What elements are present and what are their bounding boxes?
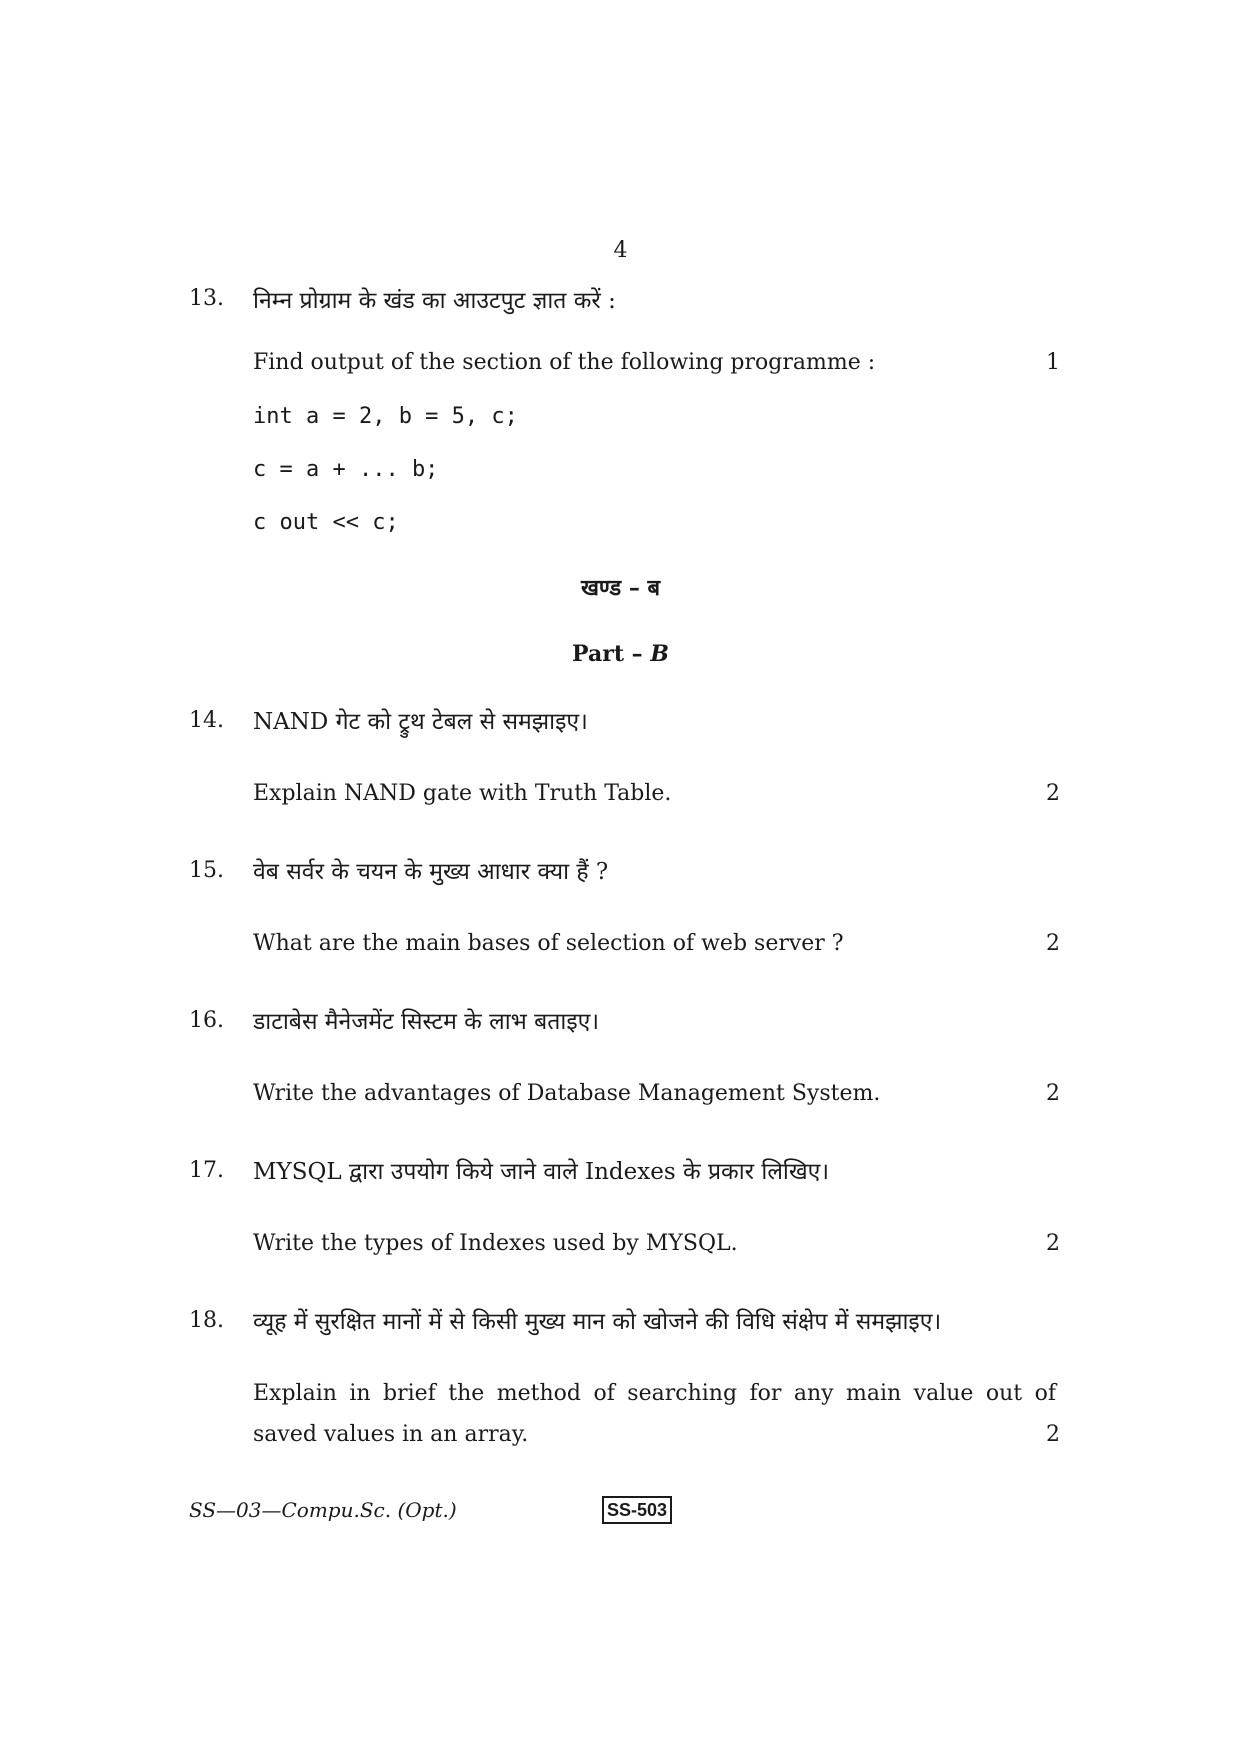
question-hindi-text: व्यूह में सुरक्षित मानों में से किसी मुख्य मान को खोजने की विधि संक्षेप में समझाइए। <box>253 1309 942 1335</box>
question-english-line-2: saved values in an array. <box>253 1422 529 1447</box>
question-marks: 2 <box>1046 931 1060 956</box>
question-english-text: What are the main bases of selection of web server ? <box>253 931 844 956</box>
question-marks: 2 <box>1046 1231 1060 1256</box>
question-number: 18. <box>189 1308 224 1333</box>
section-prefix: Part – <box>572 641 651 667</box>
question-hindi-text: MYSQL द्वारा उपयोग किये जाने वाले Indexes के प्रकार लिखिए। <box>253 1159 830 1185</box>
question-number: 15. <box>189 858 224 883</box>
question-number: 16. <box>189 1008 224 1033</box>
code-line-2: c = a + ... b; <box>253 457 439 482</box>
section-heading-english <box>0 641 1241 667</box>
question-english-line-1: Explain in brief the method of searching for any main value out of <box>253 1381 1056 1406</box>
question-english-text: Explain NAND gate with Truth Table. <box>253 781 672 806</box>
section-letter: B <box>650 641 669 667</box>
question-english-text: Write the types of Indexes used by MYSQL. <box>253 1231 738 1256</box>
code-line-1: int a = 2, b = 5, c; <box>253 404 518 429</box>
code-line-3: c out << c; <box>253 510 399 535</box>
question-hindi-text: निम्न प्रोग्राम के खंड का आउटपुट ज्ञात करें : <box>253 288 616 314</box>
question-marks: 2 <box>1046 781 1060 806</box>
question-marks: 2 <box>1046 1422 1060 1447</box>
question-number: 17. <box>189 1158 224 1183</box>
question-number: 13. <box>189 286 224 311</box>
question-english-text: Write the advantages of Database Management System. <box>253 1081 881 1106</box>
section-heading-hindi: खण्ड – ब <box>580 575 661 601</box>
question-hindi-text: डाटाबेस मैनेजमेंट सिस्टम के लाभ बताइए। <box>253 1009 600 1035</box>
page-number: 4 <box>613 238 628 263</box>
question-number: 14. <box>189 708 224 733</box>
question-marks: 2 <box>1046 1081 1060 1106</box>
question-hindi-text: वेब सर्वर के चयन के मुख्य आधार क्या हैं ? <box>253 859 609 885</box>
footer-subject-code: SS—03—Compu.Sc. (Opt.) <box>189 1498 457 1522</box>
footer-paper-code: SS-503 <box>602 1496 672 1524</box>
question-hindi-text: NAND गेट को ट्रुथ टेबल से समझाइए। <box>253 709 588 735</box>
question-marks: 1 <box>1046 350 1060 375</box>
question-english-text: Find output of the section of the following programme : <box>253 350 876 375</box>
